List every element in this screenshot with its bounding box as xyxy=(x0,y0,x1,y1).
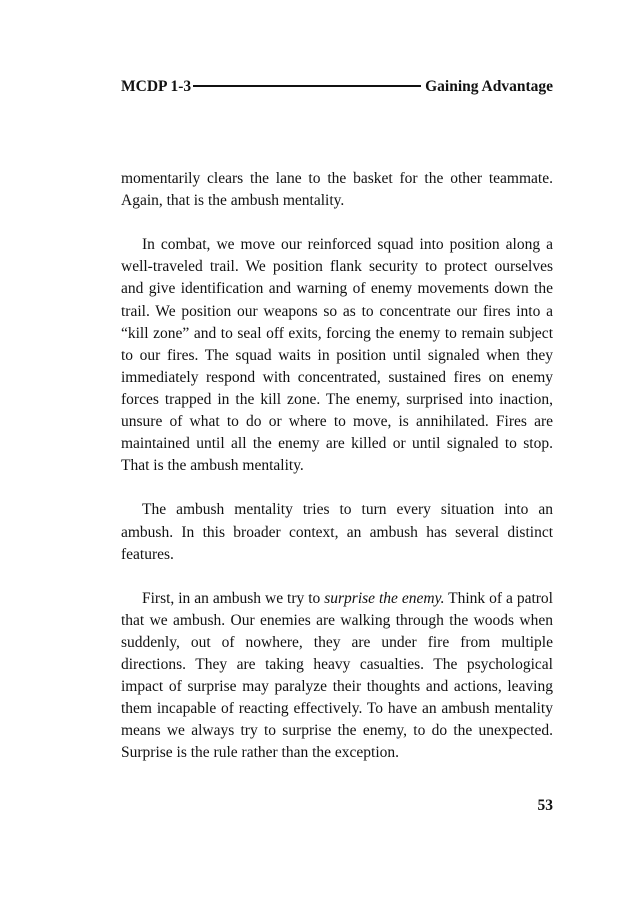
header-rule xyxy=(193,85,421,87)
publication-title: MCDP 1-3 xyxy=(121,78,192,95)
paragraph-continuation: momentarily clears the lane to the basket for the other teammate. Again, that is the ambush mentality. xyxy=(121,170,553,210)
chapter-title: Gaining Advantage xyxy=(425,78,553,95)
page-body xyxy=(121,168,553,787)
paragraph-ambush-features: The ambush mentality tries to turn every situation into an ambush. In this broader context, an ambush has several distinct features. xyxy=(121,501,553,563)
paragraph-surprise-rest: Think of a patrol that we ambush. Our enemies are walking through the woods when suddenly, out of nowhere, they are under fire from multiple directions. They are taking heavy casualties. The psychological impact of surprise may paralyze their thoughts and actions, leaving them incapable of reacting effectively. To have an ambush mentality means we always try to surprise the enemy, to do the unexpected. Surprise is the rule rather than the exception. xyxy=(121,589,553,762)
paragraph-combat-example: In combat, we move our reinforced squad into position along a well-traveled trail. We position flank security to protect ourselves and give identification and warning of enemy movements down the trail. We position our weapons so as to concentrate our fires into a “kill zone” and to seal off exits, forcing the enemy to remain subject to our fires. The squad waits in position until signaled when they immediately respond with concentrated, sustained fires on enemy forces trapped in the kill zone. The enemy, surprised into inaction, unsure of what to do or where to move, is annihilated. Fires are maintained until all the enemy are killed or until signaled to stop. That is the ambush mentality. xyxy=(121,236,553,475)
running-header xyxy=(121,76,553,98)
paragraph-surprise-lead: First, in an ambush we try to xyxy=(142,589,325,607)
paragraph-surprise xyxy=(121,588,553,765)
page-number: 53 xyxy=(537,797,553,814)
paragraph-surprise-emphasis: surprise the enemy. xyxy=(324,589,445,607)
